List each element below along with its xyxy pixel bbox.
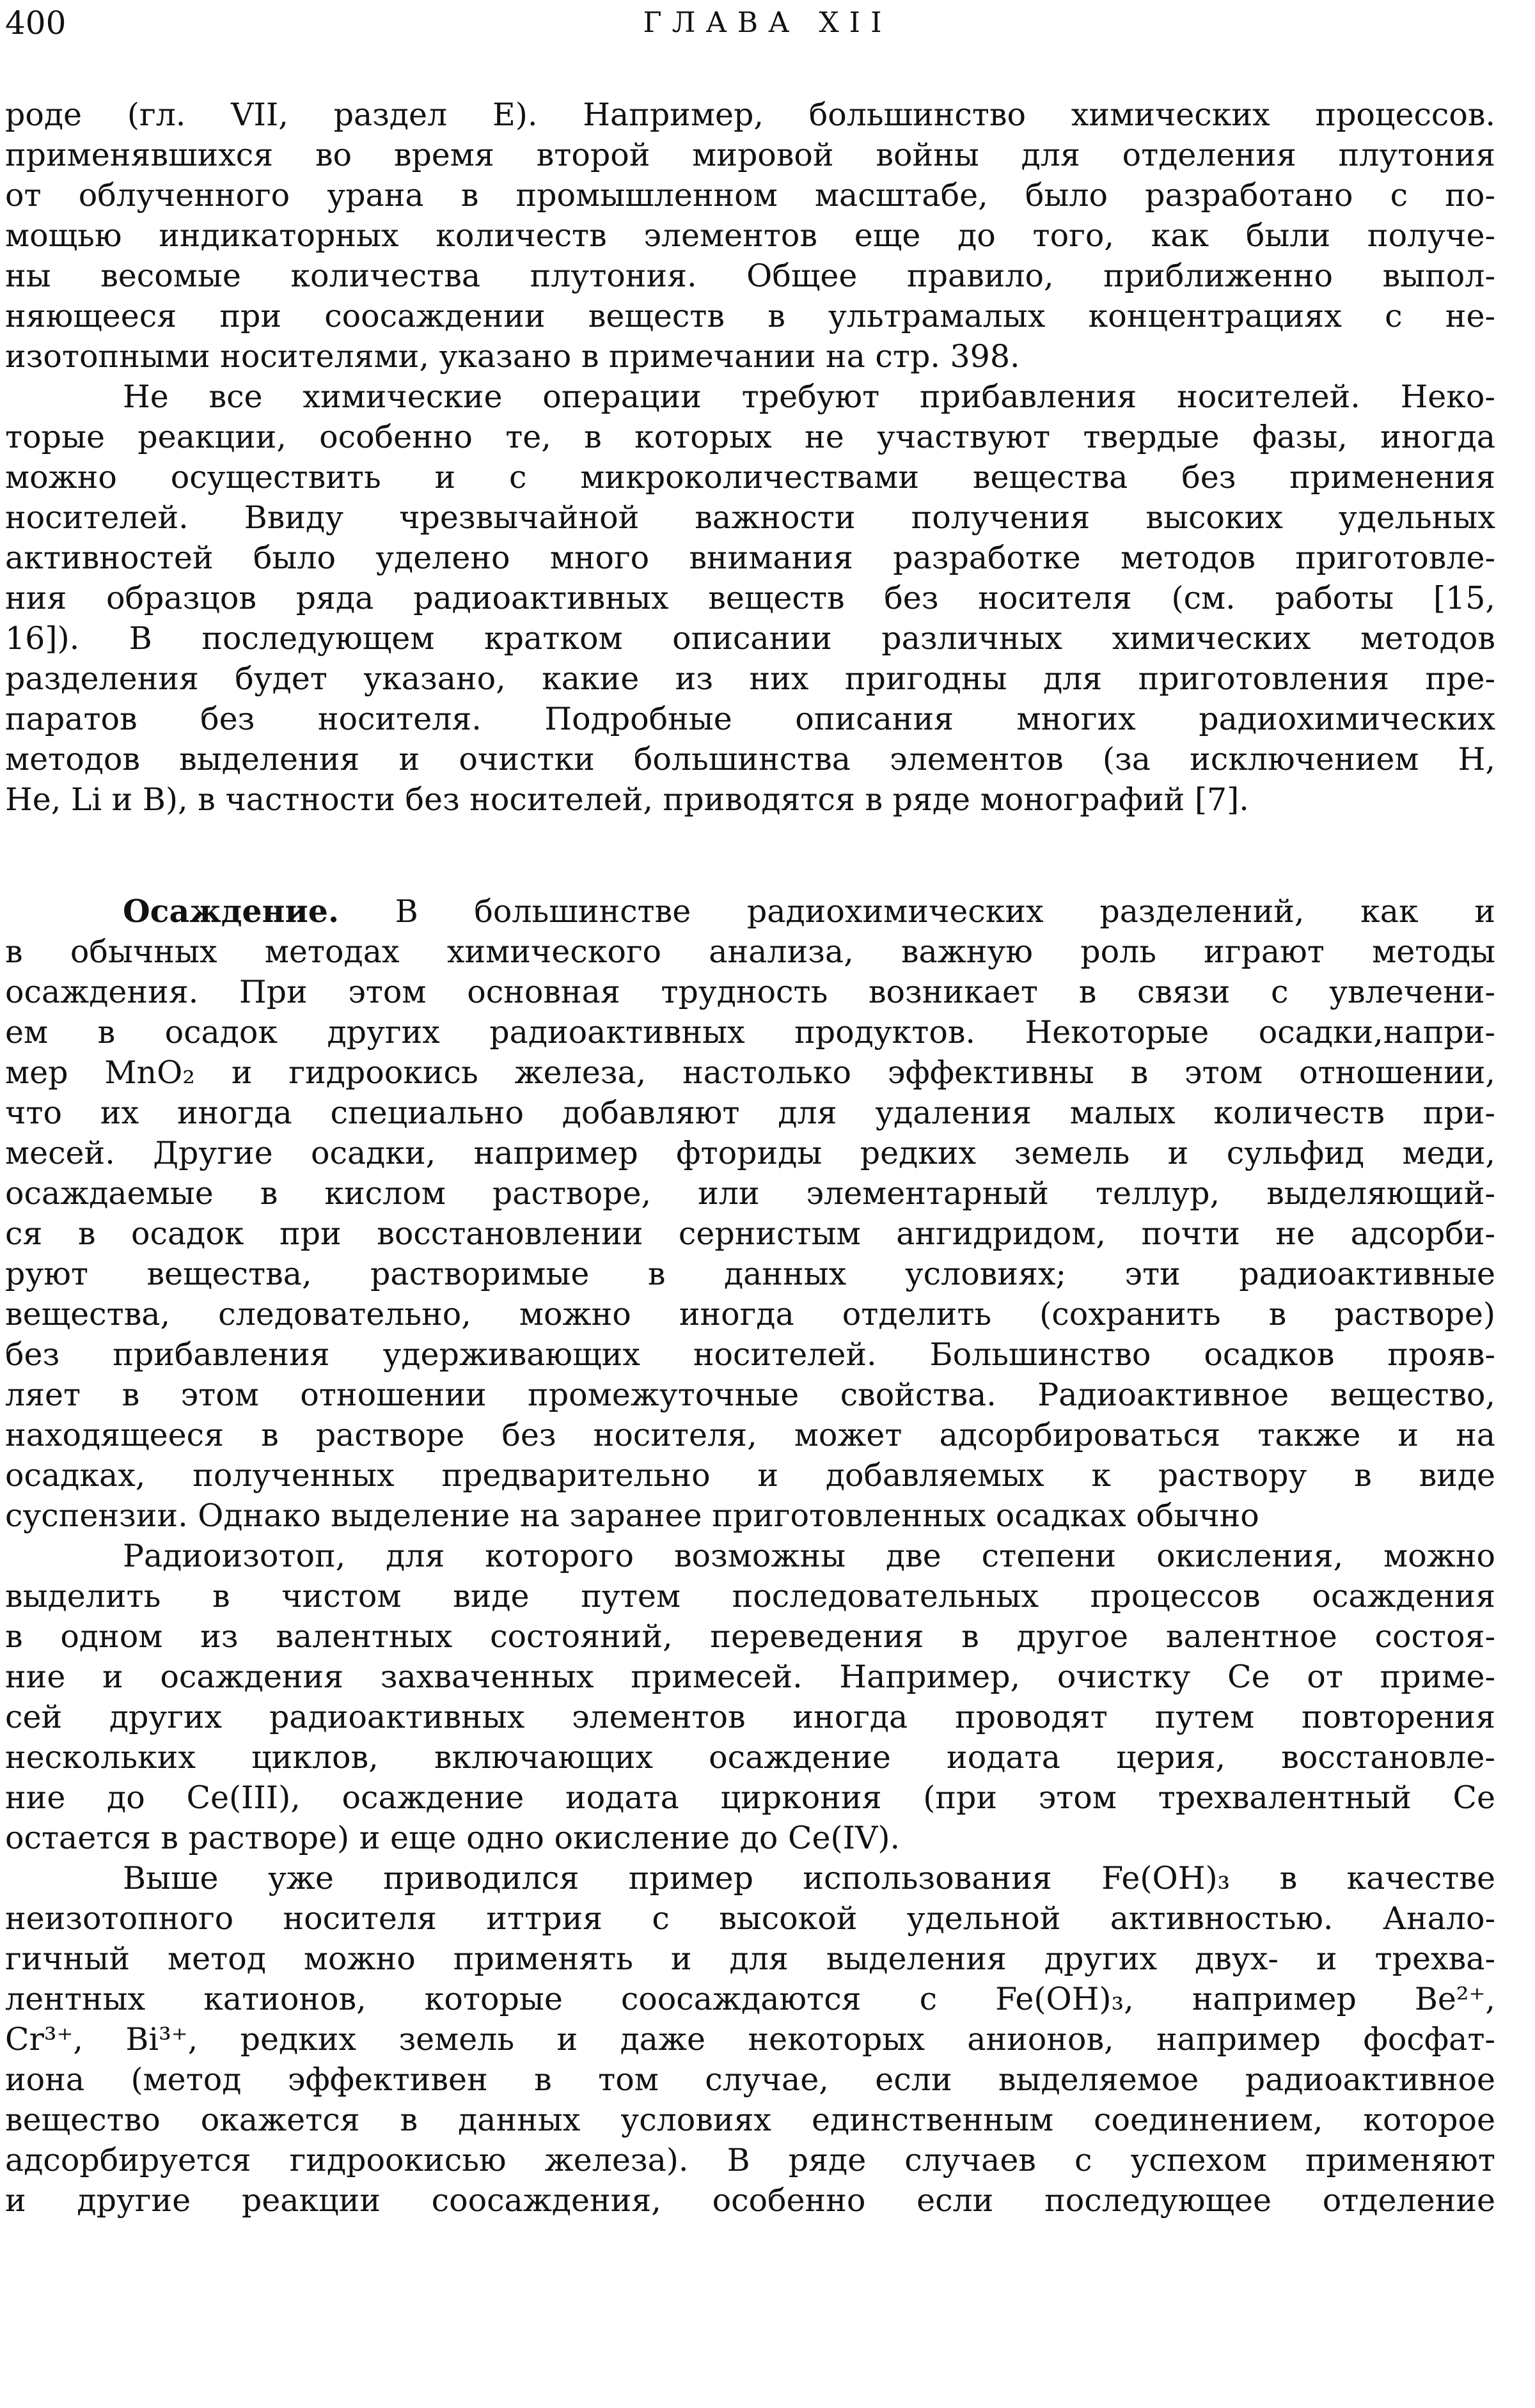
text-line: сей других радиоактивных элементов иногда проводят путем повторения — [5, 1699, 1495, 1735]
text-line: ляет в этом отношении промежуточные свойства. Радиоактивное вещество, — [5, 1377, 1495, 1413]
text-line: ся в осадок при восстановлении сернистым ангидридом, почти не адсорби- — [5, 1216, 1495, 1252]
text-line: и другие реакции соосаждения, особенно если последующее отделение — [5, 2182, 1495, 2219]
text-line: осаждения. При этом основная трудность возникает в связи с увлечени- — [5, 974, 1495, 1010]
paragraph-carriers — [5, 377, 1495, 820]
text-line: торые реакции, особенно те, в которых не участвуют твердые фазы, иногда — [5, 419, 1495, 455]
text-line: ние и осаждения захваченных примесей. Например, очистку Се от приме- — [5, 1659, 1495, 1695]
text-line: носителей. Ввиду чрезвычайной важности получения высоких удельных — [5, 499, 1495, 536]
text-line: ем в осадок других радиоактивных продуктов. Некоторые осадки,напри- — [5, 1014, 1495, 1051]
text-line — [5, 891, 1495, 932]
text-line: выделить в чистом виде путем последовательных процессов осаждения — [5, 1578, 1495, 1614]
text-line: мер MnO₂ и гидроокись железа, настолько эффективны в этом отношении, — [5, 1054, 1495, 1091]
text-line: Не, Li и В), в частности без носителей, приводятся в ряде монографий [7]. — [5, 781, 1249, 818]
text-line: ны весомые количества плутония. Общее правило, приближенно выпол- — [5, 258, 1495, 294]
text-line: Не все химические операции требуют прибавления носителей. Неко- — [123, 379, 1495, 415]
text-line: применявшихся во время второй мировой войны для отделения плутония — [5, 137, 1495, 173]
paragraph-iron-hydroxide — [5, 1858, 1495, 2221]
text-line: осаждаемые в кислом растворе, или элементарный теллур, выделяющий- — [5, 1175, 1495, 1212]
chapter-title: ГЛАВА XII — [643, 6, 892, 39]
paragraph-oxidation-states — [5, 1536, 1495, 1858]
text-line: методов выделения и очистки большинства элементов (за исключением Н, — [5, 741, 1495, 778]
text-line: неизотопного носителя иттрия с высокой удельной активностью. Анало- — [5, 1900, 1495, 1937]
text-line: ния образцов ряда радиоактивных веществ без носителя (см. работы [15, — [5, 580, 1495, 616]
text-line: остается в растворе) и еще одно окисление до Ce(IV). — [5, 1820, 901, 1856]
text-line: ние до Ce(III), осаждение иодата циркония (при этом трехвалентный Се — [5, 1779, 1495, 1816]
text-line: вещество окажется в данных условиях единственным соединением, которое — [5, 2102, 1495, 2138]
text-line: руют вещества, растворимые в данных условиях; эти радиоактивные — [5, 1256, 1495, 1292]
text-line: паратов без носителя. Подробные описания многих радиохимических — [5, 701, 1495, 737]
text-line: Выше уже приводился пример использования Fe(OH)₃ в качестве — [123, 1860, 1495, 1896]
text-line: изотопными носителями, указано в примечании на стр. 398. — [5, 338, 1020, 375]
text-line: вещества, следовательно, можно иногда отделить (сохранить в растворе) — [5, 1296, 1495, 1333]
text-line: няющееся при соосаждении веществ в ультрамалых концентрациях с не- — [5, 298, 1495, 334]
page-number: 400 — [5, 4, 67, 42]
text-line: в обычных методах химического анализа, важную роль играют методы — [5, 934, 1495, 970]
text-line: Cr³⁺, Bi³⁺, редких земель и даже некоторых анионов, например фосфат- — [5, 2021, 1495, 2058]
text-line: иона (метод эффективен в том случае, если выделяемое радиоактивное — [5, 2061, 1495, 2098]
text-run: В большинстве радиохимических разделений, как и — [339, 893, 1495, 930]
text-line: месей. Другие осадки, например фториды редких земель и сульфид меди, — [5, 1135, 1495, 1171]
text-line: что их иногда специально добавляют для удаления малых количеств при- — [5, 1095, 1495, 1131]
paragraph-precipitation — [5, 891, 1495, 1536]
text-line: роде (гл. VII, раздел Е). Например, большинство химических процессов. — [5, 97, 1495, 133]
text-line: в одном из валентных состояний, переведения в другое валентное состоя- — [5, 1618, 1495, 1655]
running-head — [5, 4, 1530, 42]
text-line: нескольких циклов, включающих осаждение иодата церия, восстановле- — [5, 1739, 1495, 1776]
text-line: от облученного урана в промышленном масштабе, было разработано с по- — [5, 177, 1495, 214]
text-line: адсорбируется гидроокисью железа). В ряде случаев с успехом применяют — [5, 2142, 1495, 2178]
text-line: мощью индикаторных количеств элементов еще до того, как были получе- — [5, 217, 1495, 254]
paragraph-continued — [5, 95, 1495, 377]
text-line: разделения будет указано, какие из них пригодны для приготовления пре- — [5, 661, 1495, 697]
section-run-in-heading: Осаждение. — [123, 893, 340, 930]
text-line: лентных катионов, которые соосаждаются с Fe(OH)₃, например Be²⁺, — [5, 1981, 1495, 2017]
text-line: гичный метод можно применять и для выделения других двух- и трехва- — [5, 1941, 1495, 1977]
text-line: можно осуществить и с микроколичествами вещества без применения — [5, 459, 1495, 496]
text-line: осадках, полученных предварительно и добавляемых к раствору в виде — [5, 1457, 1495, 1494]
text-line: суспензии. Однако выделение на заранее приготовленных осадках обычно — [5, 1497, 1259, 1534]
text-line: находящееся в растворе без носителя, может адсорбироваться также и на — [5, 1417, 1495, 1453]
text-line: без прибавления удерживающих носителей. Большинство осадков прояв- — [5, 1336, 1495, 1373]
body-text — [5, 95, 1495, 2221]
text-line: 16]). В последующем кратком описании различных химических методов — [5, 620, 1495, 657]
text-line: Радиоизотоп, для которого возможны две степени окисления, можно — [123, 1538, 1495, 1574]
text-line: активностей было уделено много внимания разработке методов приготовле- — [5, 540, 1495, 576]
